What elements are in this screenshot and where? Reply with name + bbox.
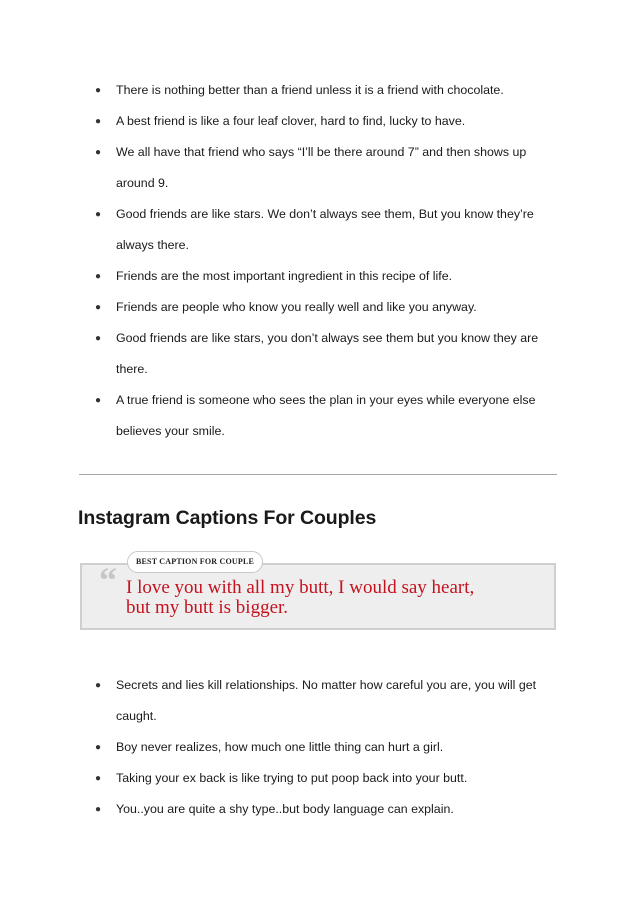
list-item-text: Friends are people who know you really well and like you anyway. <box>116 300 477 314</box>
list-item-text: A true friend is someone who sees the plan in your eyes while everyone else believes your smile. <box>116 393 536 438</box>
bullet-icon: ● <box>95 209 102 220</box>
list-item <box>95 794 565 825</box>
bullet-icon: ● <box>95 302 102 313</box>
bullet-icon: ● <box>95 395 102 406</box>
list-item-text: Secrets and lies kill relationships. No matter how careful you are, you will get caught. <box>116 678 537 723</box>
list-item <box>95 763 565 794</box>
list-item <box>95 261 565 292</box>
list-item-text: You..you are quite a shy type..but body language can explain. <box>116 802 454 816</box>
quote-line-1: I love you with all my butt, I would say heart, <box>126 577 475 598</box>
quote-text <box>126 578 546 618</box>
bullet-icon: ● <box>95 773 102 784</box>
bullet-icon: ● <box>95 116 102 127</box>
quote-line-2: but my butt is bigger. <box>126 597 289 618</box>
friends-bullet-list <box>95 75 565 447</box>
list-item <box>95 75 565 106</box>
list-item <box>95 670 565 732</box>
bullet-icon: ● <box>95 147 102 158</box>
list-item-text: Good friends are like stars. We don’t always see them, But you know they’re always there. <box>116 207 534 252</box>
list-item-text: Good friends are like stars, you don’t always see them but you know they are there. <box>116 331 539 376</box>
list-item-text: Friends are the most important ingredient in this recipe of life. <box>116 269 453 283</box>
list-item-text: We all have that friend who says “I’ll be there around 7” and then shows up around 9. <box>116 145 527 190</box>
list-item <box>95 385 565 447</box>
quote-badge: BEST CAPTION FOR COUPLE <box>127 551 263 573</box>
quote-mark-icon: “ <box>99 560 117 600</box>
list-item-text: There is nothing better than a friend unless it is a friend with chocolate. <box>116 83 504 97</box>
section-divider <box>79 474 557 475</box>
list-item <box>95 106 565 137</box>
bullet-icon: ● <box>95 333 102 344</box>
bullet-icon: ● <box>95 680 102 691</box>
list-item <box>95 732 565 763</box>
bullet-icon: ● <box>95 742 102 753</box>
bullet-icon: ● <box>95 804 102 815</box>
list-item <box>95 292 565 323</box>
couples-bullet-list <box>95 670 565 825</box>
list-item-text: A best friend is like a four leaf clover, hard to find, lucky to have. <box>116 114 466 128</box>
list-item <box>95 323 565 385</box>
section-heading: Instagram Captions For Couples <box>78 507 377 529</box>
list-item-text: Taking your ex back is like trying to put poop back into your butt. <box>116 771 468 785</box>
bullet-icon: ● <box>95 271 102 282</box>
bullet-icon: ● <box>95 85 102 96</box>
list-item <box>95 199 565 261</box>
list-item-text: Boy never realizes, how much one little thing can hurt a girl. <box>116 740 444 754</box>
list-item <box>95 137 565 199</box>
